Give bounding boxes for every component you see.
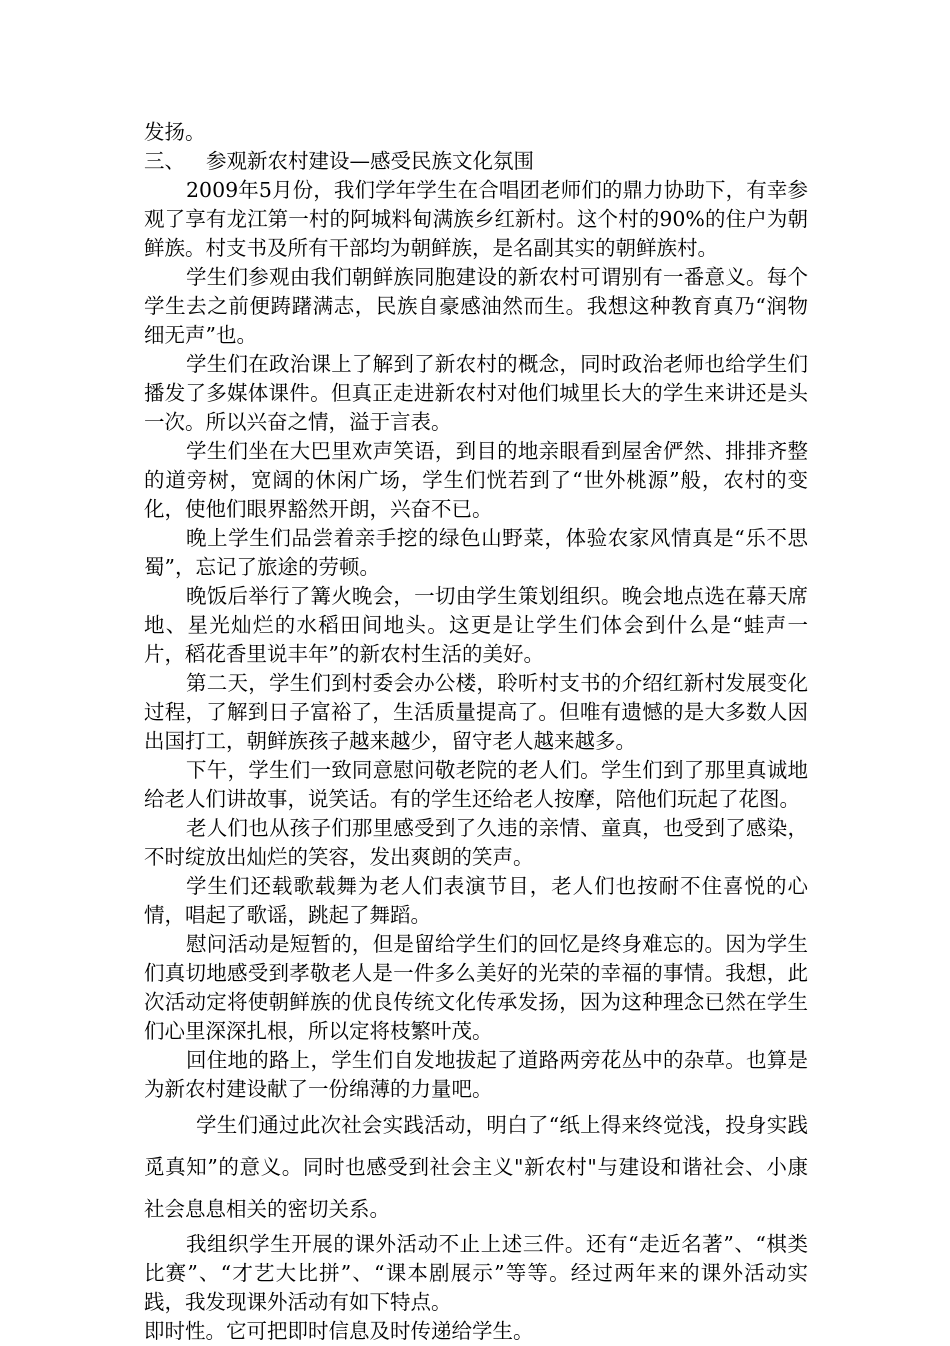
paragraph: 晚饭后举行了篝火晚会，一切由学生策划组织。晚会地点选在幕天席地、星光灿烂的水稻田间地头。这更是让学生们体会到什么是“蛙声一片，稻花香里说丰年”的新农村生活的美好。 bbox=[144, 584, 808, 666]
paragraph: 学生们坐在大巴里欢声笑语，到目的地亲眼看到屋舍俨然、排排齐整的道旁树，宽阔的休闲广场，学生们恍若到了“世外桃源”般，农村的变化，使他们眼界豁然开朗，兴奋不已。 bbox=[144, 439, 808, 521]
closing-line: 即时性。它可把即时信息及时传递给学生。 bbox=[144, 1319, 534, 1343]
paragraph: 回住地的路上，学生们自发地拔起了道路两旁花丛中的杂草。也算是为新农村建设献了一份绵薄的力量吧。 bbox=[144, 1048, 808, 1101]
paragraph: 老人们也从孩子们那里感受到了久违的亲情、童真，也受到了感染，不时绽放出灿烂的笑容，发出爽朗的笑声。 bbox=[144, 816, 808, 869]
section-heading bbox=[144, 147, 808, 176]
paragraph: 学生们还载歌载舞为老人们表演节目，老人们也按耐不住喜悦的心情，唱起了歌谣，跳起了舞蹈。 bbox=[144, 874, 808, 927]
section-number: 三、 bbox=[144, 149, 185, 173]
loose-paragraph: 学生们通过此次社会实践活动，明白了“纸上得来终觉浅，投身实践觅真知”的意义。同时也感受到社会主义"新农村"与建设和谐社会、小康社会息息相关的密切关系。 bbox=[144, 1113, 808, 1221]
summary-paragraph: 我组织学生开展的课外活动不止上述三件。还有“走近名著”、“棋类比赛”、“才艺大比拼”、“课本剧展示”等等。经过两年来的课外活动实践，我发现课外活动有如下特点。 bbox=[144, 1232, 808, 1314]
section-title: 参观新农村建设—感受民族文化氛围 bbox=[206, 149, 534, 173]
paragraph: 下午，学生们一致同意慰问敬老院的老人们。学生们到了那里真诚地给老人们讲故事，说笑话。有的学生还给老人按摩，陪他们玩起了花图。 bbox=[144, 758, 808, 811]
lead-fragment: 发扬。 bbox=[144, 120, 206, 144]
paragraph: 学生们在政治课上了解到了新农村的概念，同时政治老师也给学生们播发了多媒体课件。但真正走进新农村对他们城里长大的学生来讲还是头一次。所以兴奋之情，溢于言表。 bbox=[144, 352, 808, 434]
paragraph: 第二天，学生们到村委会办公楼，聆听村支书的介绍红新村发展变化过程，了解到日子富裕了，生活质量提高了。但唯有遗憾的是大多数人因出国打工，朝鲜族孩子越来越少，留守老人越来越多。 bbox=[144, 671, 808, 753]
paragraph: 晚上学生们品尝着亲手挖的绿色山野菜，体验农家风情真是“乐不思蜀”，忘记了旅途的劳顿。 bbox=[144, 526, 808, 579]
paragraph: 学生们参观由我们朝鲜族同胞建设的新农村可谓别有一番意义。每个学生去之前便踌躇满志，民族自豪感油然而生。我想这种教育真乃“润物细无声”也。 bbox=[144, 265, 808, 347]
paragraph: 2009年5月份，我们学年学生在合唱团老师们的鼎力协助下，有幸参观了享有龙江第一村的阿城料甸满族乡红新村。这个村的90%的住户为朝鲜族。村支书及所有干部均为朝鲜族，是名副其实的朝鲜族村。 bbox=[144, 178, 808, 260]
document-body bbox=[144, 118, 808, 1346]
paragraph: 慰问活动是短暂的，但是留给学生们的回忆是终身难忘的。因为学生们真切地感受到孝敬老人是一件多么美好的光荣的幸福的事情。我想，此次活动定将使朝鲜族的优良传统文化传承发扬，因为这种理念已然在学生们心里深深扎根，所以定将枝繁叶茂。 bbox=[144, 932, 808, 1043]
